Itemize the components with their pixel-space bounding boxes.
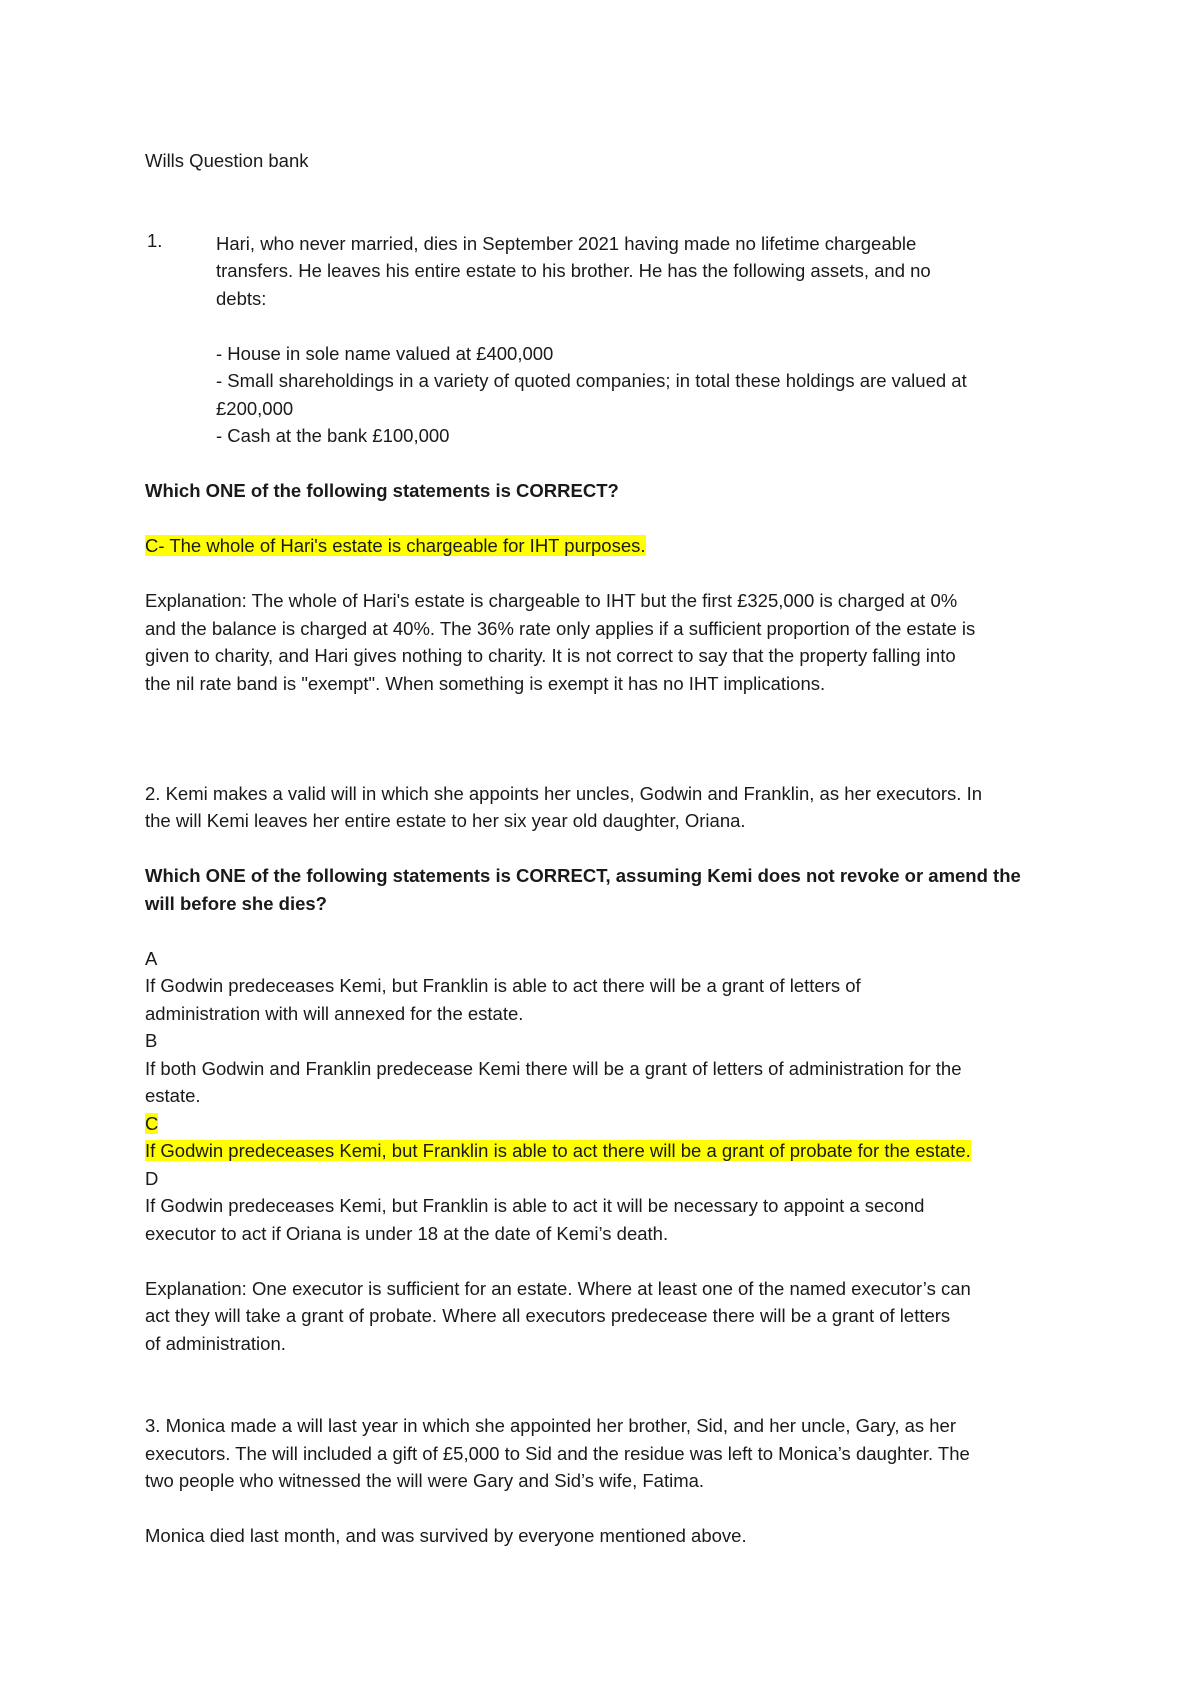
document-title: Wills Question bank bbox=[145, 150, 309, 171]
question-2-prompt: Which ONE of the following statements is CORRECT, assuming Kemi does not revoke or amend the bbox=[145, 865, 1021, 886]
option-c-text: If Godwin predeceases Kemi, but Franklin is able to act there will be a grant of probate for the estate. bbox=[145, 1140, 971, 1161]
explanation-line: the nil rate band is "exempt". When something is exempt it has no IHT implications. bbox=[145, 672, 826, 694]
option-b-text: If both Godwin and Franklin predecease Kemi there will be a grant of letters of administration for the bbox=[145, 1057, 962, 1079]
asset-item: - House in sole name valued at £400,000 bbox=[216, 342, 554, 364]
option-d-text: If Godwin predeceases Kemi, but Franklin is able to act it will be necessary to appoint a second bbox=[145, 1195, 925, 1216]
option-c-letter: C bbox=[145, 1112, 159, 1134]
explanation-line: given to charity, and Hari gives nothing to charity. It is not correct to say that the property falling into bbox=[145, 645, 956, 666]
question-1-line: debts: bbox=[216, 287, 267, 309]
explanation-line: act they will take a grant of probate. Where all executors predecease there will be a grant of letters bbox=[145, 1305, 951, 1326]
question-1-line: Hari, who never married, dies in September 2021 having made no lifetime chargeable bbox=[216, 232, 917, 254]
question-1 bbox=[145, 230, 1085, 450]
question-1-prompt: Which ONE of the following statements is CORRECT? bbox=[145, 480, 619, 501]
option-a-text: administration with will annexed for the estate. bbox=[145, 1002, 524, 1024]
asset-item: - Small shareholdings in a variety of quoted companies; in total these holdings are valued at bbox=[216, 370, 967, 391]
option-a-letter: A bbox=[145, 947, 158, 969]
question-2-prompt: will before she dies? bbox=[145, 892, 327, 914]
question-2-line: 2. Kemi makes a valid will in which she appoints her uncles, Godwin and Franklin, as her executors. In bbox=[145, 782, 983, 804]
explanation-line: Explanation: The whole of Hari's estate is chargeable to IHT but the first £325,000 is charged at 0% bbox=[145, 590, 958, 611]
explanation-line: of administration. bbox=[145, 1332, 286, 1354]
explanation-line: Explanation: One executor is sufficient for an estate. Where at least one of the named executor’s can bbox=[145, 1277, 971, 1299]
option-a-text: If Godwin predeceases Kemi, but Franklin is able to act there will be a grant of letters of bbox=[145, 975, 861, 996]
asset-item: - Cash at the bank £100,000 bbox=[216, 425, 450, 446]
question-3-line: 3. Monica made a will last year in which she appointed her brother, Sid, and her uncle, Gary, as her bbox=[145, 1415, 957, 1436]
question-1-number: 1. bbox=[147, 229, 163, 251]
document-body bbox=[145, 147, 1085, 1550]
explanation-line: and the balance is charged at 40%. The 36% rate only applies if a sufficient proportion of the estate is bbox=[145, 617, 976, 639]
option-d-letter: D bbox=[145, 1167, 159, 1189]
question-1-answer: C- The whole of Hari's estate is chargeable for IHT purposes. bbox=[145, 535, 646, 556]
question-2-line: the will Kemi leaves her entire estate to her six year old daughter, Oriana. bbox=[145, 810, 746, 831]
option-d-text: executor to act if Oriana is under 18 at the date of Kemi’s death. bbox=[145, 1222, 669, 1244]
option-b-text: estate. bbox=[145, 1085, 201, 1106]
option-b-letter: B bbox=[145, 1030, 158, 1051]
asset-item: £200,000 bbox=[216, 397, 294, 419]
question-3-followup: Monica died last month, and was survived by everyone mentioned above. bbox=[145, 1525, 747, 1546]
question-3-line: executors. The will included a gift of £5,000 to Sid and the residue was left to Monica’s daughter. The bbox=[145, 1442, 970, 1464]
question-1-line: transfers. He leaves his entire estate to his brother. He has the following assets, and no bbox=[216, 260, 931, 281]
question-3-line: two people who witnessed the will were Gary and Sid’s wife, Fatima. bbox=[145, 1470, 705, 1491]
